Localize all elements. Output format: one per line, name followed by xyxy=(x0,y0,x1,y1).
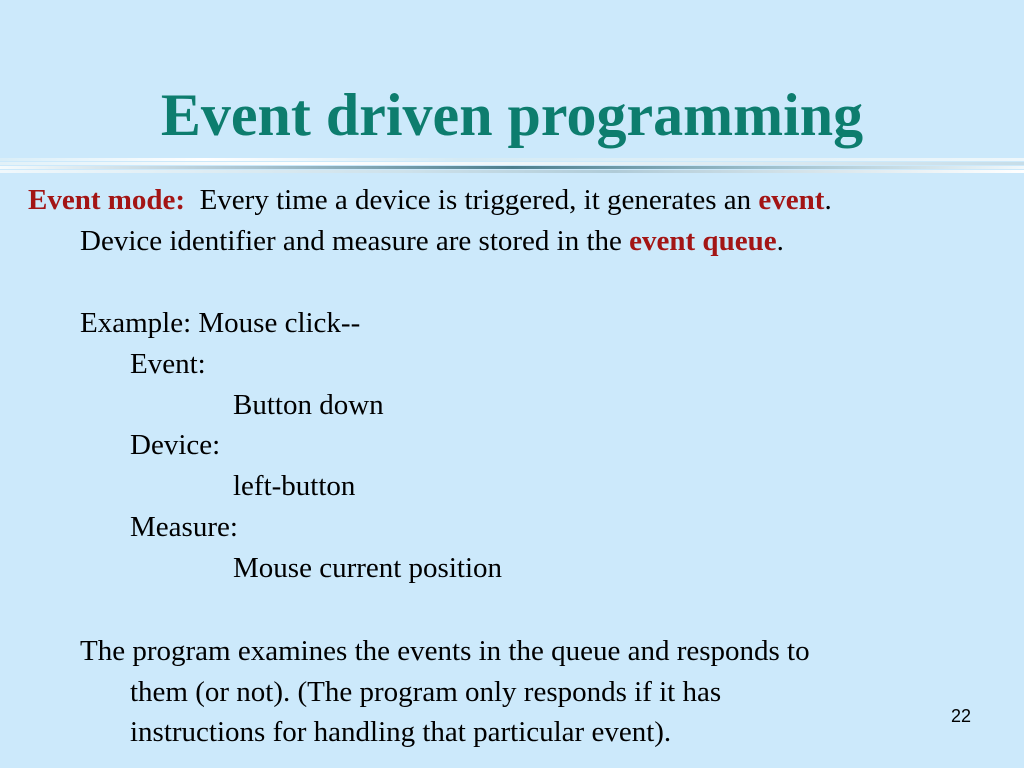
event-mode-line-2 xyxy=(80,221,784,262)
event-mode-label: Event mode: xyxy=(28,184,186,216)
event-mode-line-1 xyxy=(28,180,832,221)
event-mode-text-1: Every time a device is triggered, it generates an xyxy=(199,184,759,216)
example-heading: Example: Mouse click-- xyxy=(80,307,361,339)
example-event-value: Button down xyxy=(233,389,384,421)
conclusion-line-1: The program examines the events in the queue and responds to xyxy=(80,635,810,667)
event-mode-end-1: . xyxy=(824,184,832,216)
title-divider xyxy=(0,158,1024,176)
example-measure-value: Mouse current position xyxy=(233,552,503,584)
event-queue-term: event queue xyxy=(629,225,777,257)
event-mode-end-2: . xyxy=(776,225,784,257)
conclusion-line-3: instructions for handling that particular event). xyxy=(130,716,672,748)
example-measure-label: Measure: xyxy=(130,511,238,543)
example-event-label: Event: xyxy=(130,348,206,380)
event-mode-text-2: Device identifier and measure are stored in the xyxy=(80,225,630,257)
slide-title: Event driven programming xyxy=(160,82,864,148)
page-number: 22 xyxy=(951,706,972,726)
conclusion-line-2: them (or not). (The program only responds if it has xyxy=(130,676,722,708)
event-term: event xyxy=(758,184,825,216)
example-device-value: left-button xyxy=(233,470,356,502)
example-device-label: Device: xyxy=(130,429,221,461)
